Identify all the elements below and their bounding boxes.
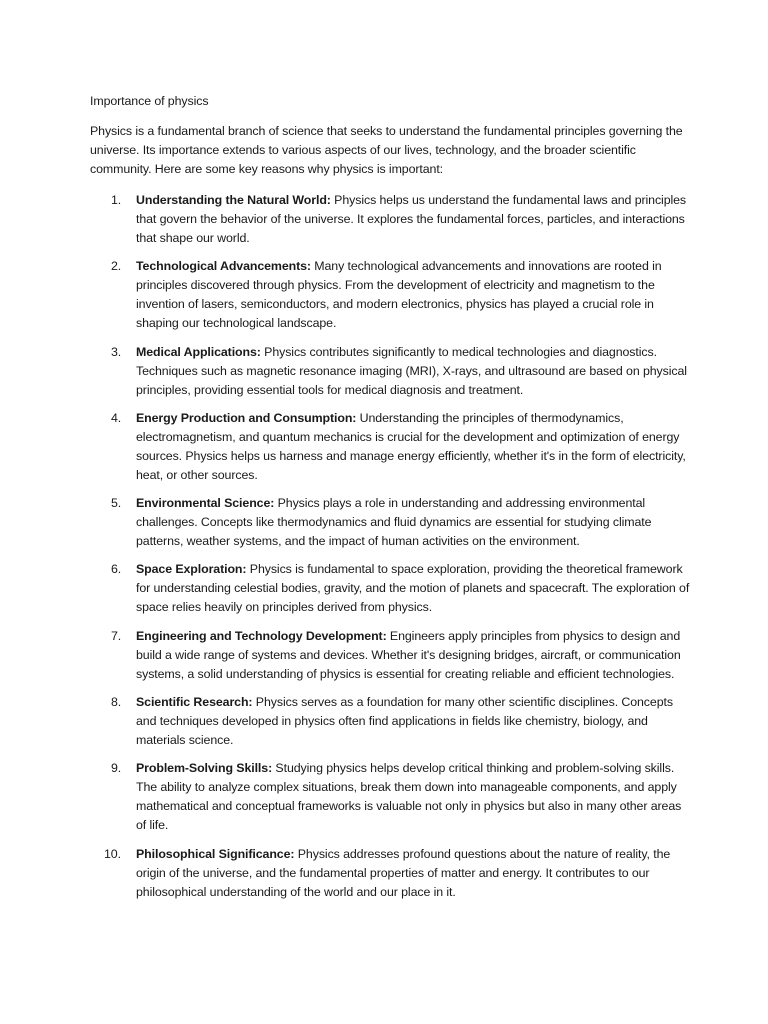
reasons-list <box>90 191 690 902</box>
list-item-number: 8. <box>111 695 122 710</box>
list-item-text: Physics addresses profound questions about the nature of reality, the origin of the universe, and the fundamental properties of matter and energy. It contributes to our philosophical understanding of the world and our place in it. <box>136 846 671 899</box>
intro-paragraph: Physics is a fundamental branch of science that seeks to understand the fundamental principles governing the universe. Its importance extends to various aspects of our lives, technology, and the broader scientific community. Here are some key reasons why physics is important: <box>90 124 683 176</box>
list-item-text: Understanding the principles of thermodynamics, electromagnetism, and quantum mechanics is crucial for the development and optimization of energy sources. Physics helps us harness and manage energy efficiently, whether it's in the form of electricity, heat, or other sources. <box>136 410 686 482</box>
list-item-number: 6. <box>111 562 122 577</box>
list-item-text: Many technological advancements and innovations are rooted in principles discovered through physics. From the development of electricity and magnetism to the invention of lasers, semiconductors, and modern electronics, physics has played a crucial role in shaping our technological landscape. <box>136 259 662 331</box>
list-item <box>90 409 690 485</box>
list-item-term: Engineering and Technology Development: <box>136 628 387 643</box>
list-item-number: 1. <box>111 193 122 207</box>
list-item-term: Philosophical Significance: <box>136 846 295 861</box>
list-item <box>90 494 690 551</box>
list-item <box>90 693 690 750</box>
document-title: Importance of physics <box>90 94 209 108</box>
list-item <box>90 759 690 835</box>
list-item-term: Scientific Research: <box>136 695 253 710</box>
list-item-text: Physics serves as a foundation for many other scientific disciplines. Concepts and techniques developed in physics often find applications in fields like chemistry, biology, and materials science. <box>136 695 673 748</box>
list-item-text: Studying physics helps develop critical thinking and problem-solving skills. The ability to analyze complex situations, break them down into manageable components, and apply mathematical and conceptual frameworks is valuable not only in physics but also in many other areas of life. <box>136 761 682 833</box>
list-item-term: Medical Applications: <box>136 344 261 359</box>
list-item-number: 5. <box>111 496 122 511</box>
list-item <box>90 191 690 248</box>
list-item <box>90 257 690 333</box>
list-item-term: Problem-Solving Skills: <box>136 761 273 776</box>
list-item-term: Environmental Science: <box>136 496 275 511</box>
list-item-text: Physics plays a role in understanding and addressing environmental challenges. Concepts like thermodynamics and fluid dynamics are essential for studying climate patterns, weather systems, and the impact of human activities on the environment. <box>136 496 652 549</box>
list-item-number: 2. <box>111 259 122 274</box>
list-item-term: Space Exploration: <box>136 562 247 577</box>
list-item-text: Physics is fundamental to space exploration, providing the theoretical framework for understanding celestial bodies, gravity, and the motion of planets and spacecraft. The exploration of space relies heavily on principles derived from physics. <box>136 562 690 615</box>
list-item-term: Understanding the Natural World: <box>136 193 331 207</box>
list-item-text: Physics helps us understand the fundamental laws and principles that govern the behavior of the universe. It explores the fundamental forces, particles, and interactions that shape our world. <box>136 193 687 245</box>
list-item <box>90 627 690 684</box>
list-item-number: 3. <box>111 344 122 359</box>
list-item-term: Energy Production and Consumption: <box>136 410 357 425</box>
list-item-number: 10. <box>104 846 121 861</box>
list-item-text: Physics contributes significantly to medical technologies and diagnostics. Techniques such as magnetic resonance imaging (MRI), X-rays, and ultrasound are based on physical principles, providing essential tools for medical diagnosis and treatment. <box>136 344 687 397</box>
list-item-number: 9. <box>111 761 122 776</box>
list-item <box>90 845 690 902</box>
list-item-text: Engineers apply principles from physics to design and build a wide range of systems and devices. Whether it's designing bridges, aircraft, or communication systems, a solid understanding of physics is essential for creating reliable and efficient technologies. <box>136 628 681 681</box>
list-item-term: Technological Advancements: <box>136 259 311 274</box>
document-page <box>90 92 690 911</box>
list-item <box>90 343 690 400</box>
list-item-number: 7. <box>111 628 122 643</box>
list-item-number: 4. <box>111 410 122 425</box>
list-item <box>90 560 690 617</box>
